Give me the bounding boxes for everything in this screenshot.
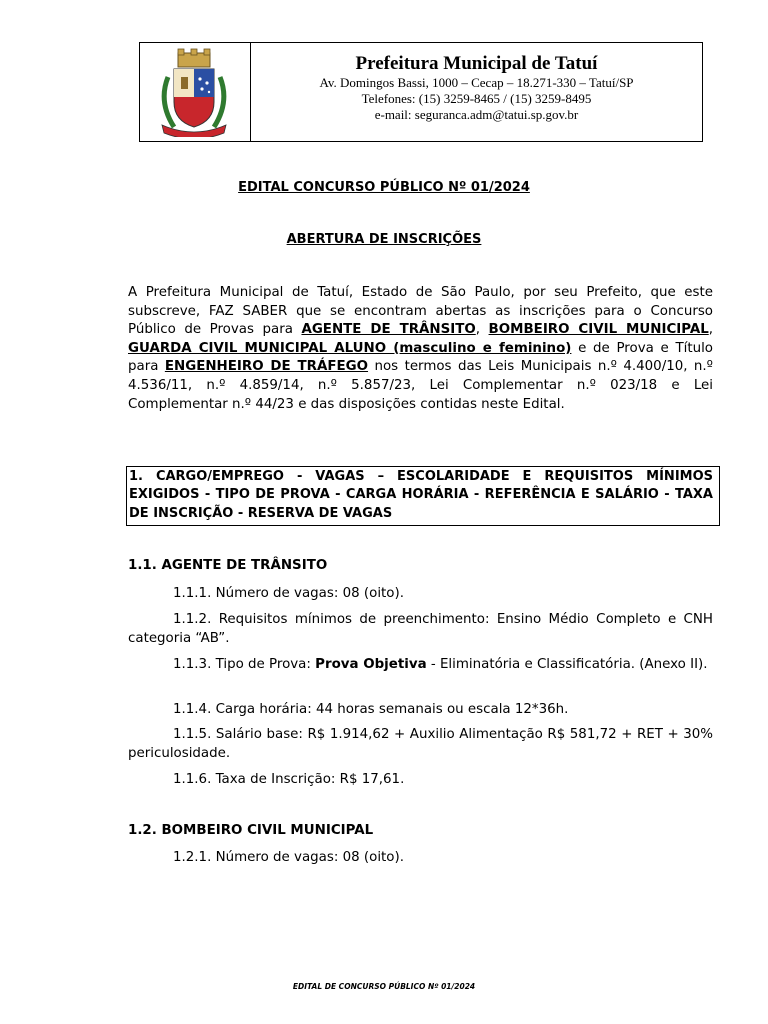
item-1-1-3-bold: Prova Objetiva bbox=[315, 657, 427, 672]
intro-sep-1: , bbox=[475, 322, 489, 338]
item-1-1-3 bbox=[128, 655, 713, 674]
letterhead-text bbox=[251, 43, 702, 123]
org-email: e-mail: seguranca.adm@tatui.sp.gov.br bbox=[374, 107, 579, 122]
org-phones: Telefones: (15) 3259-8465 / (15) 3259-8495 bbox=[361, 91, 592, 106]
item-1-1-1: 1.1.1. Número de vagas: 08 (oito). bbox=[173, 586, 404, 601]
intro-text-3: nos termos das Leis Municipais n.º 4.400/10, n.º 4.536/11, n.º 4.859/14, n.º 5.857/23, Lei Complementar n.º 023/18 e Lei Complementar n.º 44/23 e das disposições contidas neste Edital. bbox=[128, 359, 713, 412]
intro-paragraph bbox=[128, 284, 713, 414]
logo-cell bbox=[140, 43, 251, 141]
letterhead bbox=[139, 42, 703, 142]
page-footer: EDITAL DE CONCURSO PÚBLICO Nº 01/2024 bbox=[292, 982, 476, 991]
edital-title: EDITAL CONCURSO PÚBLICO Nº 01/2024 bbox=[238, 180, 530, 195]
cargo-bombeiro-civil: BOMBEIRO CIVIL MUNICIPAL bbox=[488, 322, 709, 338]
item-1-1-6: 1.1.6. Taxa de Inscrição: R$ 17,61. bbox=[173, 772, 405, 787]
item-1-1-3-rest: - Eliminatória e Classificatória. (Anexo II). bbox=[426, 657, 708, 672]
municipal-coat-of-arms-icon bbox=[154, 47, 234, 137]
intro-text-1: A Prefeitura Municipal de Tatuí, Estado de São Paulo, por seu Prefeito, que este subscreve, FAZ SABER que se encontram abertas as inscrições para o Concurso Público de Provas para bbox=[128, 285, 713, 338]
item-1-1-5: 1.1.5. Salário base: R$ 1.914,62 + Auxilio Alimentação R$ 581,72 + RET + 30% periculosidade. bbox=[128, 727, 713, 761]
item-1-1-4: 1.1.4. Carga horária: 44 horas semanais ou escala 12*36h. bbox=[173, 702, 569, 717]
item-1-1-3-label: 1.1.3. Tipo de Prova: bbox=[173, 657, 316, 672]
cargo-guarda-civil: GUARDA CIVIL MUNICIPAL ALUNO (masculino e feminino) bbox=[128, 340, 572, 356]
item-1-1-2: 1.1.2. Requisitos mínimos de preenchimento: Ensino Médio Completo e CNH categoria “AB”. bbox=[128, 612, 713, 646]
section-1-2-heading: 1.2. BOMBEIRO CIVIL MUNICIPAL bbox=[128, 823, 374, 838]
org-address: Av. Domingos Bassi, 1000 – Cecap – 18.271-330 – Tatuí/SP bbox=[319, 75, 634, 90]
intro-sep-2: , bbox=[708, 322, 713, 338]
abertura-title: ABERTURA DE INSCRIÇÕES bbox=[286, 232, 482, 247]
org-name: Prefeitura Municipal de Tatuí bbox=[355, 53, 598, 74]
section-1-1-heading: 1.1. AGENTE DE TRÂNSITO bbox=[128, 558, 328, 573]
intro-text-2: e de Prova e Título para bbox=[128, 340, 714, 375]
section-1-heading-box: 1. CARGO/EMPREGO - VAGAS – ESCOLARIDADE E REQUISITOS MÍNIMOS EXIGIDOS - TIPO DE PROVA - CARGA HORÁRIA - REFERÊNCIA E SALÁRIO - TAXA DE INSCRIÇÃO - RESERVA DE VAGAS bbox=[126, 466, 720, 526]
cargo-agente-transito: AGENTE DE TRÂNSITO bbox=[301, 322, 476, 338]
item-1-2-1: 1.2.1. Número de vagas: 08 (oito). bbox=[173, 850, 404, 865]
cargo-engenheiro-trafego: ENGENHEIRO DE TRÁFEGO bbox=[164, 359, 369, 375]
